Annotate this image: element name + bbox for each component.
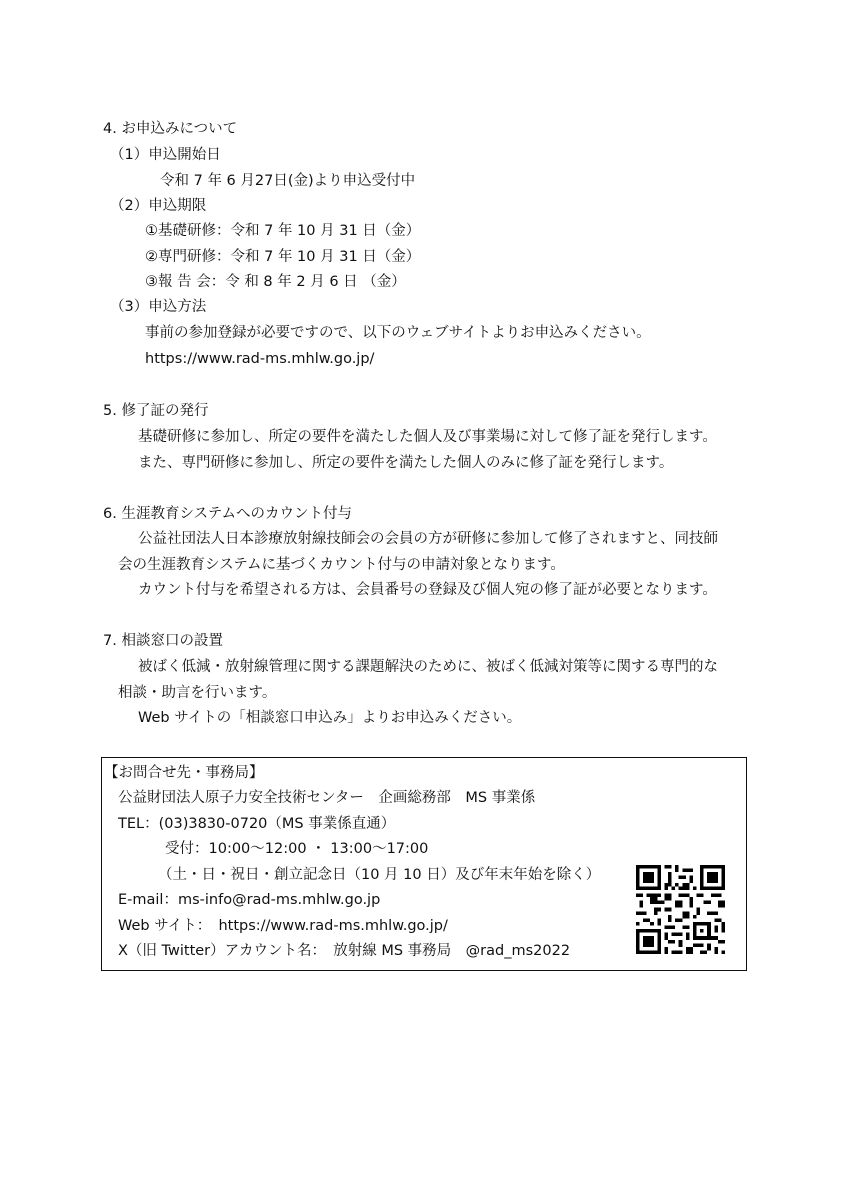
section-7-line: 被ばく低減・放射線管理に関する課題解決のために、被ばく低減対策等に関する専門的な — [138, 659, 718, 675]
deadline-item: ③報 告 会：令 和 8 年 2 月 6 日 （金） — [145, 274, 406, 290]
section-6-line: 公益社団法人日本診療放射線技師会の会員の方が研修に参加して修了されますと、同技師 — [138, 531, 718, 547]
section-4-sub2-label: （2）申込期限 — [110, 198, 207, 214]
section-6-heading: 6. 生涯教育システムへのカウント付与 — [103, 506, 352, 522]
section-7-line: 相談・助言を行います。 — [118, 685, 277, 701]
application-url[interactable]: https://www.rad-ms.mhlw.go.jp/ — [145, 351, 375, 367]
section-5-heading: 5. 修了証の発行 — [103, 403, 209, 419]
contact-org: 公益財団法人原子力安全技術センター 企画総務部 MS 事業係 — [118, 790, 536, 806]
section-4-heading: 4. お申込みについて — [103, 121, 238, 137]
section-4-sub1-text: 令和 7 年 6 月27日(金)より申込受付中 — [160, 173, 416, 189]
section-4-sub1-label: （1）申込開始日 — [110, 147, 221, 163]
deadline-item: ①基礎研修：令和 7 年 10 月 31 日（金） — [145, 223, 421, 239]
contact-title: 【お問合せ先・事務局】 — [104, 765, 264, 781]
contact-email[interactable]: E-mail：ms-info@rad-ms.mhlw.go.jp — [118, 892, 381, 908]
section-6-line: 会の生涯教育システムに基づくカウント付与の申請対象となります。 — [118, 557, 565, 573]
section-4-sub3-label: （3）申込方法 — [110, 299, 207, 315]
deadline-item: ②専門研修：令和 7 年 10 月 31 日（金） — [145, 249, 421, 265]
section-7-heading: 7. 相談窓口の設置 — [103, 633, 223, 649]
section-5-line: また、専門研修に参加し、所定の要件を満たした個人のみに修了証を発行します。 — [138, 455, 674, 471]
section-4-sub3-text: 事前の参加登録が必要ですので、以下のウェブサイトよりお申込みください。 — [145, 325, 651, 341]
contact-closed: （土・日・祝日・創立記念日（10 月 10 日）及び年末年始を除く） — [158, 867, 601, 883]
contact-x-account: X（旧 Twitter）アカウント名： 放射線 MS 事務局 @rad_ms2022 — [118, 943, 571, 959]
contact-hours: 受付：10:00～12:00 ・ 13:00～17:00 — [165, 841, 429, 857]
contact-tel: TEL：(03)3830-0720（MS 事業係直通） — [118, 816, 396, 832]
section-7-line: Web サイトの「相談窓口申込み」よりお申込みください。 — [138, 710, 522, 726]
section-6-line: カウント付与を希望される方は、会員番号の登録及び個人宛の修了証が必要となります。 — [138, 582, 717, 598]
section-5-line: 基礎研修に参加し、所定の要件を満たした個人及び事業場に対して修了証を発行します。 — [138, 429, 717, 445]
qr-code-icon — [636, 865, 725, 954]
contact-web[interactable]: Web サイト： https://www.rad-ms.mhlw.go.jp/ — [118, 918, 448, 934]
